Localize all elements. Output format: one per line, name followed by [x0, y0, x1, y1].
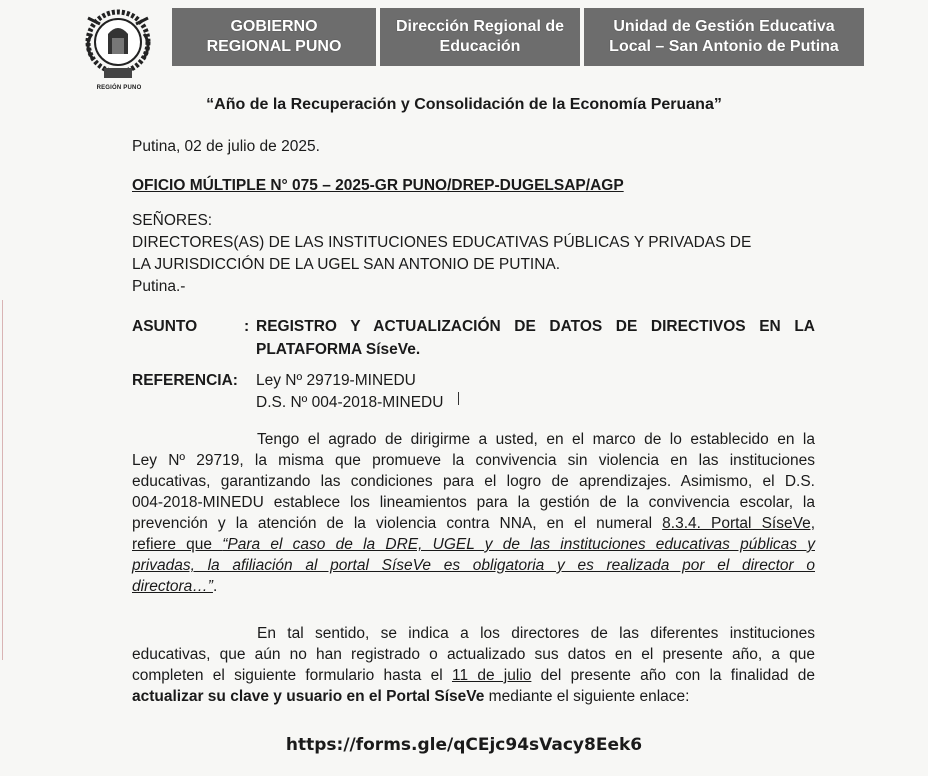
banner-line: Educación: [439, 38, 521, 55]
banner-line: REGIONAL PUNO: [206, 38, 342, 55]
paragraph-line: educativas, que aún no han registrado o actualizado sus datos en el presente año, a que: [132, 646, 815, 663]
text-run: completen el siguiente formulario hasta el: [132, 667, 452, 684]
banner-line: GOBIERNO: [230, 18, 318, 35]
paragraph-line: [132, 686, 815, 707]
asunto-separator: :: [244, 318, 250, 335]
place-date: Putina, 02 de julio de 2025.: [132, 138, 320, 155]
referencia-label: REFERENCIA:: [132, 372, 238, 389]
banner-line: Unidad de Gestión Educativa: [613, 18, 835, 35]
quote-text: “Para el caso de la DRE, UGEL y de las instituciones educativas públicas y: [222, 536, 815, 553]
recipients-city: Putina.-: [132, 278, 186, 295]
paragraph-line: [132, 513, 815, 534]
quote-text: privadas, la afiliación al portal SíseVe es obligatoria y es realizada por el director o: [132, 557, 815, 574]
paragraph-line: Tengo el agrado de dirigirme a usted, en el marco de lo establecido en la: [257, 431, 815, 448]
emphasis-text: actualizar su clave y usuario en el Portal SíseVe: [132, 688, 485, 705]
text-run: prevención y la atención de la violencia contra NNA, en el numeral: [132, 515, 663, 532]
banner-gobierno-regional: [172, 8, 376, 66]
recipients-line: DIRECTORES(AS) DE LAS INSTITUCIONES EDUCATIVAS PÚBLICAS Y PRIVADAS DE: [132, 234, 752, 251]
recipients-line: LA JURISDICCIÓN DE LA UGEL SAN ANTONIO DE PUTINA.: [132, 256, 561, 273]
text-cursor: [458, 392, 459, 405]
text-run: del presente año con la finalidad de: [531, 667, 816, 684]
paragraph-line: educativas, garantizando las condiciones para el logro de aprendizajes. Asimismo, el D.S.: [132, 473, 815, 490]
form-link[interactable]: https://forms.gle/qCEjc94sVacy8Eek6: [285, 735, 643, 755]
quote-text: directora…”: [132, 578, 213, 595]
banner-line: Dirección Regional de: [395, 18, 565, 35]
deadline-date: 11 de julio: [451, 667, 532, 684]
paragraph-line: 004-2018-MINEDU establece los lineamientos para la gestión de la convivencia escolar, la: [132, 494, 815, 511]
recipients-salutation: SEÑORES:: [132, 212, 213, 229]
paragraph-line: En tal sentido, se indica a los directores de las diferentes instituciones: [257, 625, 815, 642]
paragraph-1: [132, 429, 815, 597]
logo-caption: REGIÓN PUNO: [96, 85, 142, 91]
year-motto: “Año de la Recuperación y Consolidación de la Economía Peruana”: [206, 96, 722, 113]
asunto-label: ASUNTO: [132, 318, 198, 335]
referencia-item: Ley Nº 29719-MINEDU: [256, 372, 416, 389]
text-run: .: [212, 578, 218, 595]
paragraph-line: [132, 534, 815, 555]
banner-line: Local – San Antonio de Putina: [609, 38, 839, 55]
paragraph-line: Ley Nº 29719, la misma que promueve la convivencia sin violencia en las instituciones: [132, 452, 815, 469]
text-run: mediante el siguiente enlace:: [484, 688, 690, 705]
paragraph-2: [132, 623, 815, 707]
siseve-numeral-ref: 8.3.4. Portal SíseVe,: [662, 515, 815, 532]
referencia-item: D.S. Nº 004-2018-MINEDU: [256, 394, 444, 411]
scan-edge-divider: [2, 300, 3, 660]
asunto-text: PLATAFORMA SíseVe.: [256, 341, 421, 358]
paragraph-line: [132, 576, 815, 597]
regional-emblem-logo: [78, 4, 158, 94]
text-run: refiere que: [132, 536, 223, 553]
paragraph-line: [132, 665, 815, 686]
paragraph-line: [132, 555, 815, 576]
oficio-number: OFICIO MÚLTIPLE N° 075 – 2025-GR PUNO/DREP-DUGELSAP/AGP: [132, 177, 624, 194]
banner-direccion-regional: [380, 8, 580, 66]
asunto-text: REGISTRO Y ACTUALIZACIÓN DE DATOS DE DIRECTIVOS EN LA: [256, 318, 815, 335]
banner-ugel: [584, 8, 864, 66]
